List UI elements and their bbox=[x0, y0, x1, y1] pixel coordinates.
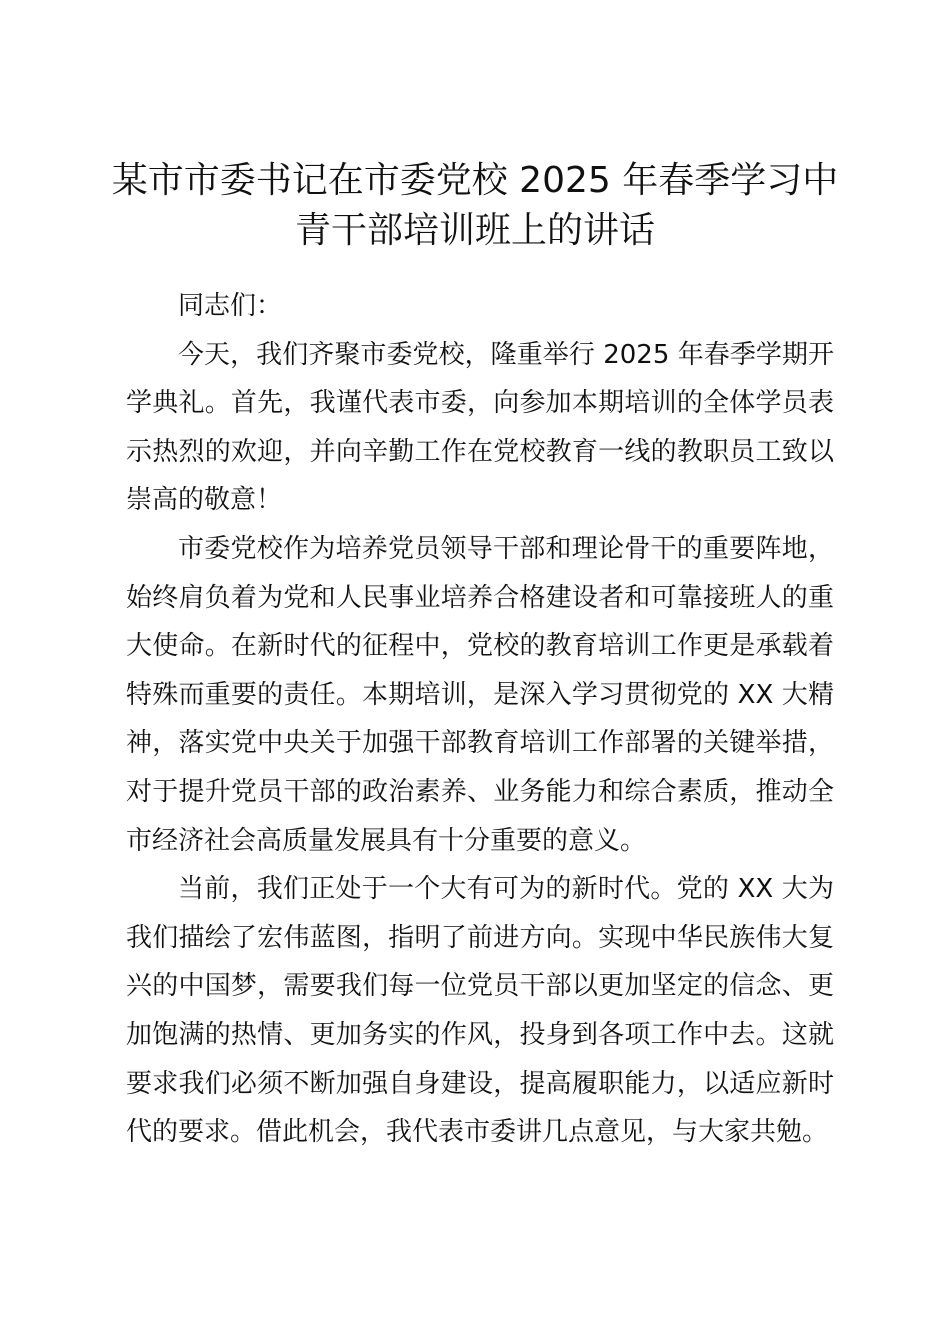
title-line-2: 青干部培训班上的讲话 bbox=[294, 210, 655, 251]
paragraph-2: 市委党校作为培养党员领导干部和理论骨干的重要阵地，始终肩负着为党和人民事业培养合格建设者和可靠接班人的重大使命。在新时代的征程中，党校的教育培训工作更是承载着特殊而重要的责任。本期培训，是深入学习贯彻党的 XX 大精神，落实党中央关于加强干部教育培训工作部署的关键举措，对于提升党员干部的政治素养、业务能力和综合素质，推动全市经济社会高质量发展具有十分重要的意义。 bbox=[126, 533, 834, 856]
document-body bbox=[126, 282, 834, 1157]
paragraph-3: 当前，我们正处于一个大有可为的新时代。党的 XX 大为我们描绘了宏伟蓝图，指明了前进方向。实现中华民族伟大复兴的中国梦，需要我们每一位党员干部以更加坚定的信念、更加饱满的热情、更加务实的作风，投身到各项工作中去。这就要求我们必须不断加强自身建设，提高履职能力，以适应新时代的要求。借此机会，我代表市委讲几点意见，与大家共勉。 bbox=[126, 874, 834, 1148]
document-title bbox=[110, 156, 840, 256]
salutation: 同志们： bbox=[178, 291, 283, 321]
title-line-1: 某市市委书记在市委党校 2025 年春季学习中 bbox=[111, 160, 839, 201]
paragraph-1: 今天，我们齐聚市委党校，隆重举行 2025 年春季学期开学典礼。首先，我谨代表市委，向参加本期培训的全体学员表示热烈的欢迎，并向辛勤工作在党校教育一线的教职员工致以崇高的敬意！ bbox=[126, 339, 834, 516]
